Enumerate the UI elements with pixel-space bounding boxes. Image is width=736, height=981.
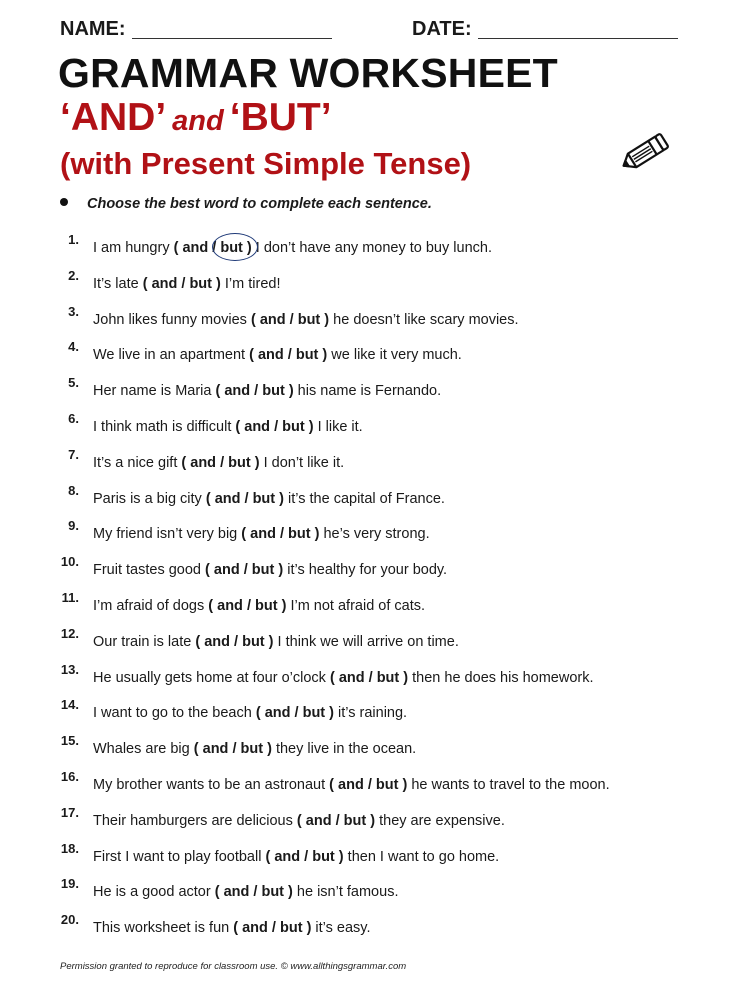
subtitle-but-word: ‘BUT’ <box>229 96 332 139</box>
sentence-start: I think math is difficult <box>93 419 236 435</box>
choice-separator: / <box>279 526 284 543</box>
sentence-start: My brother wants to be an astronaut <box>93 777 330 793</box>
date-field[interactable] <box>478 38 678 39</box>
sentence-start: We live in an apartment <box>93 347 250 364</box>
word-choice <box>241 526 319 542</box>
choice-open-paren: ( <box>208 598 214 614</box>
sentence-text <box>93 526 430 542</box>
sentence-row <box>0 482 736 511</box>
choice-close-paren: ) <box>314 526 320 543</box>
instruction-text: Choose the best word to complete each sentence. <box>87 196 432 212</box>
sentence-end: he doesn’t like scary movies. <box>329 311 519 328</box>
choice-open-paren: ( <box>195 633 201 650</box>
subtitle-small-and: and <box>172 105 224 137</box>
sentence-text <box>93 849 499 865</box>
date-label: DATE: <box>412 18 472 40</box>
choice-and-option[interactable]: and <box>244 419 271 435</box>
choice-open-paren: ( <box>241 526 247 543</box>
name-label: NAME: <box>60 18 126 40</box>
word-choice <box>194 741 272 757</box>
sentence-start: Whales are big <box>93 741 194 758</box>
word-choice <box>251 312 329 328</box>
sentence-text <box>93 383 441 399</box>
sentence-number: 3. <box>68 303 79 319</box>
sentence-end: it’s healthy for your body. <box>283 562 448 579</box>
sentence-row <box>0 554 736 582</box>
sentence-row <box>0 411 736 439</box>
choice-close-paren: ) <box>246 240 252 256</box>
choice-separator: / <box>294 705 299 722</box>
choice-separator: / <box>367 777 372 793</box>
choice-separator: / <box>234 633 239 650</box>
answer-circle <box>212 233 258 261</box>
sentence-row <box>0 912 736 940</box>
choice-and-option[interactable]: and <box>250 526 276 543</box>
sentence-text <box>93 813 505 829</box>
choice-separator: / <box>253 884 258 901</box>
choice-and-option[interactable]: and <box>224 383 251 400</box>
choice-but-option[interactable]: but <box>261 884 285 901</box>
word-choice <box>330 670 408 686</box>
sentence-number: 2. <box>68 267 79 283</box>
word-choice <box>143 276 221 292</box>
choice-but-option[interactable]: but <box>242 633 265 650</box>
choice-close-paren: ) <box>216 275 221 292</box>
sentence-start: I want to go to the beach <box>93 705 256 722</box>
sentence-text <box>93 419 363 435</box>
choice-and-option[interactable]: and <box>190 454 217 471</box>
instruction <box>60 196 432 212</box>
choice-open-paren: ( <box>193 741 199 758</box>
word-choice <box>235 419 313 435</box>
choice-close-paren: ) <box>322 347 328 364</box>
sentence-row <box>0 769 736 797</box>
choice-open-paren: ( <box>296 812 302 829</box>
sentence-start: Paris is a big city <box>93 490 206 507</box>
sentence-end: I don’t like it. <box>259 454 345 471</box>
name-field[interactable] <box>132 38 332 39</box>
sentence-end: his name is Fernando. <box>293 383 442 400</box>
sentence-start: Our train is late <box>93 633 196 650</box>
choice-and-option[interactable]: and <box>182 240 209 256</box>
sentence-row <box>0 232 736 260</box>
sentence-end: we like it very much. <box>327 347 462 364</box>
word-choice <box>256 705 334 721</box>
choice-open-paren: ( <box>329 777 334 793</box>
choice-close-paren: ) <box>308 419 314 435</box>
choice-and-option[interactable]: and <box>214 490 241 507</box>
sentence-text <box>93 312 519 328</box>
sentence-row <box>0 661 736 690</box>
choice-and-option[interactable]: and <box>217 598 243 614</box>
choice-but-option[interactable]: but <box>288 526 311 543</box>
sentence-row <box>0 518 736 546</box>
sentence-row <box>0 840 736 869</box>
sentence-start: I’m afraid of dogs <box>93 598 209 614</box>
sentence-number: 15. <box>60 733 79 749</box>
choice-separator: / <box>254 383 259 400</box>
sentence-number: 14. <box>60 697 79 713</box>
choice-separator: / <box>244 490 249 507</box>
choice-close-paren: ) <box>402 777 408 793</box>
sentence-end: I’m not afraid of cats. <box>286 598 426 614</box>
sentence-text <box>93 884 398 900</box>
sentence-text <box>93 276 281 292</box>
choice-separator: / <box>181 275 186 292</box>
sentence-start: My friend isn’t very big <box>93 526 242 543</box>
sentence-row <box>0 804 736 833</box>
worksheet-title: GRAMMAR WORKSHEET <box>58 50 558 96</box>
choice-but-option[interactable]: but <box>312 848 335 865</box>
sentence-text <box>93 634 459 650</box>
choice-separator: / <box>304 848 309 865</box>
choice-but-option[interactable]: but <box>297 311 321 328</box>
choice-separator: / <box>246 598 251 614</box>
sentence-number: 5. <box>68 375 79 391</box>
choice-but-option[interactable]: but <box>375 777 399 793</box>
choice-and-option[interactable]: and <box>338 777 364 793</box>
sentence-text <box>93 670 594 686</box>
sentence-end: then he does his homework. <box>408 669 594 686</box>
choice-and-option[interactable]: and <box>338 669 365 686</box>
sentence-row <box>0 267 736 296</box>
word-choice <box>206 491 284 507</box>
sentence-text <box>93 347 462 363</box>
sentence-number: 8. <box>68 482 79 498</box>
choice-close-paren: ) <box>254 454 260 471</box>
choice-close-paren: ) <box>268 633 274 650</box>
choice-and-option[interactable]: and <box>151 275 178 292</box>
sentence-row <box>0 697 736 725</box>
choice-open-paren: ( <box>181 454 187 471</box>
choice-but-option[interactable]: but <box>262 383 285 400</box>
sentence-text <box>93 491 445 507</box>
sentence-end: then I want to go home. <box>343 848 500 865</box>
sentence-row <box>0 446 736 475</box>
sentence-start: Her name is Maria <box>93 383 216 400</box>
choice-and-option[interactable]: and <box>305 812 332 829</box>
choice-and-option[interactable]: and <box>204 633 230 650</box>
sentence-number: 12. <box>60 625 79 641</box>
sentence-row <box>0 625 736 654</box>
choice-close-paren: ) <box>278 562 284 579</box>
sentence-number: 20. <box>60 912 79 928</box>
choice-but-option[interactable]: but <box>376 669 400 686</box>
sentence-number: 17. <box>60 804 79 820</box>
sentence-text <box>93 240 492 256</box>
choice-but-option[interactable]: but <box>343 812 367 829</box>
word-choice <box>181 455 259 471</box>
sentence-text <box>93 455 344 471</box>
choice-and-option[interactable]: and <box>213 562 240 579</box>
sentence-text <box>93 598 425 614</box>
choice-open-paren: ( <box>250 311 256 328</box>
choice-open-paren: ( <box>173 240 179 256</box>
sentence-end: they are expensive. <box>375 812 505 829</box>
sentence-end: he’s very strong. <box>319 526 430 543</box>
circled-answer <box>220 240 243 256</box>
sentence-start: John likes funny movies <box>93 311 251 328</box>
choice-but-option[interactable]: but <box>282 419 305 435</box>
sentence-start: I am hungry <box>93 240 174 256</box>
choice-close-paren: ) <box>281 598 287 614</box>
sentence-start: Their hamburgers are delicious <box>93 812 297 829</box>
sentence-text <box>93 562 447 578</box>
bullet-icon <box>60 198 68 206</box>
choice-and-option[interactable]: and <box>259 311 286 328</box>
choice-open-paren: ( <box>233 920 239 937</box>
word-choice <box>297 813 375 829</box>
choice-separator: / <box>271 920 276 937</box>
sentence-start: He is a good actor <box>93 884 215 901</box>
sentence-number: 7. <box>68 446 79 462</box>
choice-open-paren: ( <box>255 705 261 722</box>
choice-and-option[interactable]: and <box>257 347 284 364</box>
sentence-row <box>0 876 736 904</box>
choice-open-paren: ( <box>265 848 271 865</box>
sentence-start: It’s a nice gift <box>93 454 182 471</box>
word-choice <box>208 598 286 614</box>
sentence-row <box>0 303 736 332</box>
worksheet-tense-subtitle: (with Present Simple Tense) <box>60 146 472 181</box>
sentence-number: 19. <box>60 876 79 892</box>
sentence-number: 18. <box>60 840 79 856</box>
word-choice <box>233 920 311 936</box>
sentence-end: I’m tired! <box>220 275 281 292</box>
choice-and-option[interactable]: and <box>223 884 250 901</box>
choice-but-option[interactable]: but <box>295 347 319 364</box>
choice-separator: / <box>287 347 292 364</box>
choice-but-option[interactable]: but <box>252 490 276 507</box>
word-choice <box>215 884 293 900</box>
sentence-end: I like it. <box>313 419 363 435</box>
word-choice <box>265 849 343 865</box>
sentence-start: He usually gets home at four o’clock <box>93 669 330 686</box>
choice-but-option[interactable]: but <box>189 275 212 292</box>
sentence-number: 11. <box>61 590 79 605</box>
choice-close-paren: ) <box>370 812 376 829</box>
sentence-end: they live in the ocean. <box>271 741 417 758</box>
word-choice <box>195 634 273 650</box>
choice-close-paren: ) <box>329 705 335 722</box>
choice-separator: / <box>335 812 340 829</box>
choice-close-paren: ) <box>267 741 272 758</box>
sentence-end: it’s raining. <box>334 705 408 722</box>
sentence-end: he wants to travel to the moon. <box>407 777 610 793</box>
worksheet-subtitle <box>60 96 332 140</box>
choice-close-paren: ) <box>403 669 409 686</box>
choice-open-paren: ( <box>235 419 241 435</box>
choice-separator: / <box>243 562 248 579</box>
choice-but-option[interactable]: but <box>228 454 251 471</box>
sentence-start: First I want to play football <box>93 848 266 865</box>
choice-but-option[interactable]: but <box>302 705 326 722</box>
choice-but-option[interactable]: but <box>220 240 243 256</box>
choice-open-paren: ( <box>249 347 254 364</box>
choice-and-option[interactable]: and <box>274 848 301 865</box>
sentence-row <box>0 590 736 618</box>
choice-open-paren: ( <box>329 669 335 686</box>
sentence-start: It’s late <box>93 275 143 292</box>
sentence-end: he isn’t famous. <box>292 884 399 901</box>
sentence-row <box>0 375 736 403</box>
choice-close-paren: ) <box>288 383 294 400</box>
footer-permission: Permission granted to reproduce for classroom use. © www.allthingsgrammar.com <box>60 961 407 972</box>
sentence-end: I think we will arrive on time. <box>273 633 459 650</box>
choice-open-paren: ( <box>215 383 221 400</box>
choice-but-option[interactable]: but <box>251 562 275 579</box>
word-choice <box>215 383 293 399</box>
choice-but-option[interactable]: but <box>240 741 264 758</box>
choice-close-paren: ) <box>306 920 312 937</box>
choice-but-option[interactable]: but <box>255 598 278 614</box>
sentence-number: 9. <box>68 518 79 534</box>
sentence-number: 4. <box>68 339 79 355</box>
word-choice <box>249 347 327 363</box>
sentence-text <box>93 741 416 757</box>
sentence-row <box>0 733 736 761</box>
sentence-start: This worksheet is fun <box>93 920 234 937</box>
choice-and-option[interactable]: and <box>202 741 229 758</box>
choice-open-paren: ( <box>214 884 220 901</box>
choice-close-paren: ) <box>338 848 344 865</box>
word-choice <box>205 562 283 578</box>
choice-close-paren: ) <box>288 884 293 901</box>
sentence-text <box>93 705 407 721</box>
sentence-number: 6. <box>68 411 79 426</box>
word-choice <box>174 240 252 256</box>
choice-separator: / <box>212 240 217 256</box>
sentence-row <box>0 339 736 367</box>
sentence-end: it’s easy. <box>311 920 371 937</box>
choice-separator: / <box>289 311 294 328</box>
pencil-icon <box>614 128 674 178</box>
choice-close-paren: ) <box>279 490 284 507</box>
subtitle-and-word: ‘AND’ <box>60 96 167 139</box>
choice-separator: / <box>232 741 237 758</box>
choice-and-option[interactable]: and <box>242 920 268 937</box>
sentence-end: I don’t have any money to buy lunch. <box>251 240 492 256</box>
header-line <box>60 18 680 42</box>
sentence-number: 16. <box>60 769 79 784</box>
sentence-number: 1. <box>68 232 79 247</box>
choice-separator: / <box>368 669 373 686</box>
choice-open-paren: ( <box>142 275 148 292</box>
sentence-end: it’s the capital of France. <box>284 490 445 507</box>
choice-close-paren: ) <box>324 311 330 328</box>
choice-open-paren: ( <box>205 562 210 579</box>
choice-separator: / <box>274 419 279 435</box>
word-choice <box>329 777 407 793</box>
sentence-text <box>93 777 610 793</box>
sentence-start: Fruit tastes good <box>93 562 206 579</box>
choice-separator: / <box>220 454 225 471</box>
sentence-number: 10. <box>60 554 79 570</box>
choice-open-paren: ( <box>205 490 211 507</box>
choice-and-option[interactable]: and <box>264 705 291 722</box>
sentence-number: 13. <box>60 661 79 677</box>
sentence-text <box>93 920 371 936</box>
choice-but-option[interactable]: but <box>279 920 303 937</box>
